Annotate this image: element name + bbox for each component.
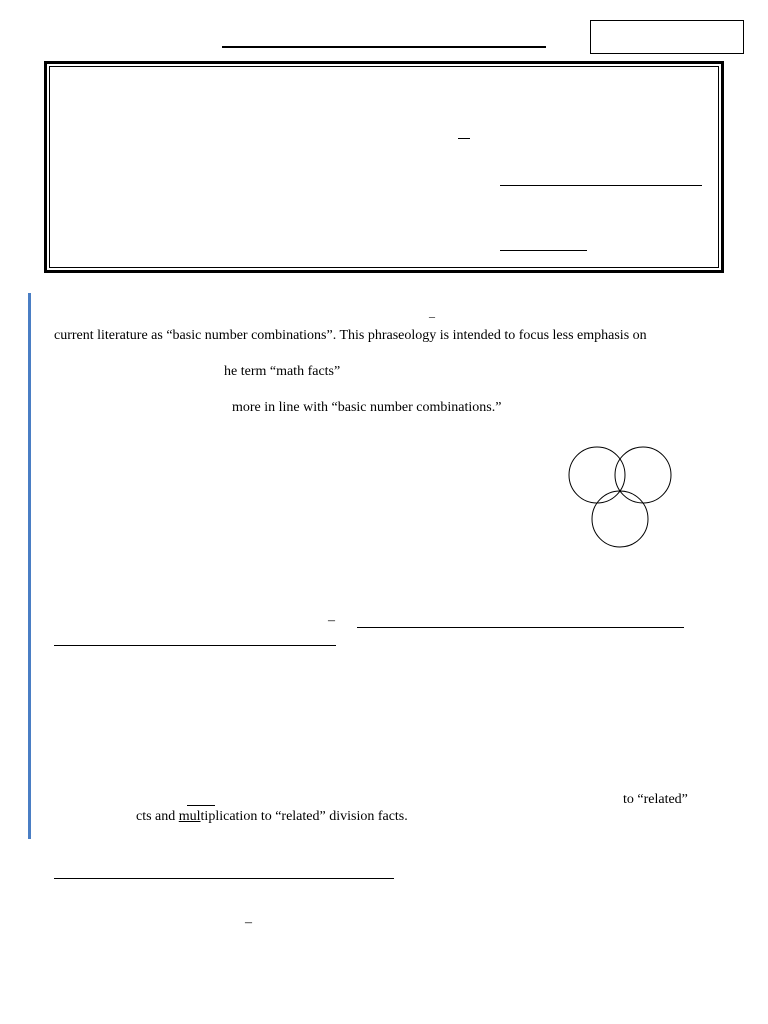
dash-mark-3: – [245,915,252,930]
answer-line-bottom [54,878,394,879]
info-box-answer-line-2 [500,250,587,251]
info-box-answer-line-1 [500,185,702,186]
answer-line-left [54,645,336,646]
page-number-box [590,20,744,54]
paragraph-line-related-facts [136,809,408,825]
venn-diagram [565,441,677,553]
info-box [44,61,724,273]
info-box-inner-border [49,66,719,268]
answer-line-long [357,627,684,628]
paragraph-line-to-related: to “related” [623,792,688,807]
facts-rest: tiplication to “related” division facts. [200,809,408,824]
left-accent-bar [28,293,31,839]
paragraph-line-in-line-with: more in line with “basic number combinations.” [232,400,502,415]
paragraph-line-literature: current literature as “basic number combinations”. This phraseology is intended to focus less emphasis on [54,328,647,343]
dash-mark: _ [429,305,435,319]
info-box-short-dash [458,138,470,139]
venn-circle-right [615,447,671,503]
facts-prefix: cts and [136,809,179,824]
paragraph-line-math-facts: he term “math facts” [224,364,341,379]
venn-circle-bottom [592,491,648,547]
facts-underlined: mul [178,809,201,824]
dash-mark-2: – [328,613,335,628]
short-overline [187,805,215,806]
title-underline [222,46,546,48]
venn-circle-left [569,447,625,503]
